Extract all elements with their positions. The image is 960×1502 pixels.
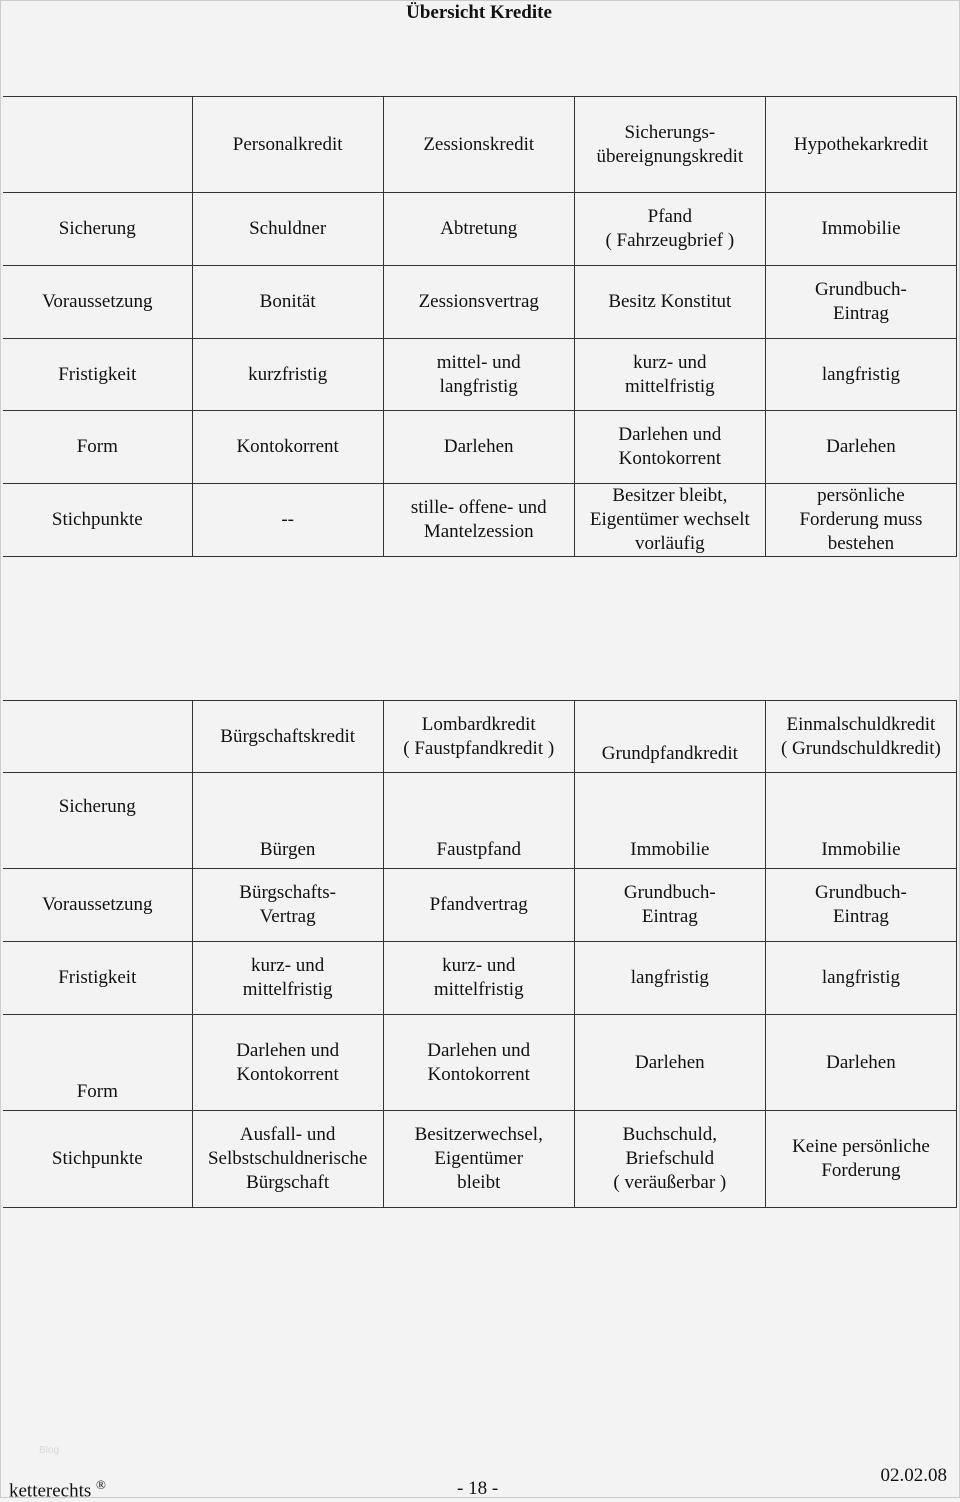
table-cell: Buchschuld, Briefschuld ( veräußerbar ) bbox=[574, 1111, 765, 1208]
table-cell: kurz- und mittelfristig bbox=[383, 942, 574, 1015]
table-cell: Kontokorrent bbox=[192, 411, 383, 484]
table-cell: Schuldner bbox=[192, 193, 383, 266]
column-header: Personalkredit bbox=[192, 97, 383, 193]
table-cell: Besitzer bleibt, Eigentümer wechselt vorläufig bbox=[574, 484, 765, 557]
row-label: Sicherung bbox=[3, 193, 192, 266]
table-cell: Besitz Konstitut bbox=[574, 266, 765, 339]
table-row bbox=[3, 1111, 957, 1208]
table-cell: Darlehen bbox=[383, 411, 574, 484]
table-row bbox=[3, 869, 957, 942]
table-cell: langfristig bbox=[574, 942, 765, 1015]
table-cell: stille- offene- und Mantelzession bbox=[383, 484, 574, 557]
header-row bbox=[3, 701, 957, 773]
header-row bbox=[3, 97, 957, 193]
table-cell: Pfand ( Fahrzeugbrief ) bbox=[574, 193, 765, 266]
table-cell: Bürgen bbox=[192, 773, 383, 869]
column-header: Lombardkredit ( Faustpfandkredit ) bbox=[383, 701, 574, 773]
column-header: Zessionskredit bbox=[383, 97, 574, 193]
table-cell: Darlehen und Kontokorrent bbox=[383, 1015, 574, 1111]
table-row bbox=[3, 942, 957, 1015]
table-cell: kurzfristig bbox=[192, 339, 383, 411]
table-cell: Immobilie bbox=[574, 773, 765, 869]
watermark: Blog bbox=[39, 1445, 60, 1456]
table-cell: Grundbuch- Eintrag bbox=[765, 266, 956, 339]
credit-table-2 bbox=[3, 700, 957, 1208]
row-label: Fristigkeit bbox=[3, 339, 192, 411]
column-header: Hypothekarkredit bbox=[765, 97, 956, 193]
footer-date: 02.02.08 bbox=[880, 1465, 947, 1486]
table-cell: langfristig bbox=[765, 339, 956, 411]
table-row bbox=[3, 339, 957, 411]
row-label: Stichpunkte bbox=[3, 484, 192, 557]
page-number: - 18 - bbox=[457, 1478, 499, 1499]
table-cell: langfristig bbox=[765, 942, 956, 1015]
table-cell: Besitzerwechsel, Eigentümer bleibt bbox=[383, 1111, 574, 1208]
row-label: Voraussetzung bbox=[3, 869, 192, 942]
row-label: Sicherung bbox=[3, 773, 192, 869]
table-cell: Grundbuch- Eintrag bbox=[574, 869, 765, 942]
table-cell: kurz- und mittelfristig bbox=[192, 942, 383, 1015]
table-cell: kurz- und mittelfristig bbox=[574, 339, 765, 411]
footer-brand bbox=[9, 1477, 106, 1502]
table-cell: -- bbox=[192, 484, 383, 557]
table-row bbox=[3, 411, 957, 484]
table-cell: Darlehen bbox=[574, 1015, 765, 1111]
column-header bbox=[3, 701, 192, 773]
page-title: Übersicht Kredite bbox=[406, 2, 552, 23]
column-header bbox=[3, 97, 192, 193]
row-label: Voraussetzung bbox=[3, 266, 192, 339]
table-row bbox=[3, 773, 957, 869]
table-cell: Bonität bbox=[192, 266, 383, 339]
table-cell: Abtretung bbox=[383, 193, 574, 266]
brand-name: ketterechts bbox=[9, 1480, 92, 1502]
column-header: Bürgschaftskredit bbox=[192, 701, 383, 773]
row-label: Form bbox=[3, 411, 192, 484]
table-row bbox=[3, 266, 957, 339]
column-header: Sicherungs- übereignungskredit bbox=[574, 97, 765, 193]
table-cell: Darlehen und Kontokorrent bbox=[574, 411, 765, 484]
table-row bbox=[3, 484, 957, 557]
table-row bbox=[3, 193, 957, 266]
table-cell: Faustpfand bbox=[383, 773, 574, 869]
table-cell: persönliche Forderung muss bestehen bbox=[765, 484, 956, 557]
registered-mark: ® bbox=[96, 1477, 106, 1492]
table-cell: Ausfall- und Selbstschuldnerische Bürgschaft bbox=[192, 1111, 383, 1208]
row-label: Stichpunkte bbox=[3, 1111, 192, 1208]
table-cell: Immobilie bbox=[765, 773, 956, 869]
credit-table-1 bbox=[3, 96, 957, 557]
table-cell: Bürgschafts- Vertrag bbox=[192, 869, 383, 942]
column-header: Grundpfandkredit bbox=[574, 701, 765, 773]
table-cell: Darlehen bbox=[765, 1015, 956, 1111]
table-cell: Keine persönliche Forderung bbox=[765, 1111, 956, 1208]
table-cell: Darlehen und Kontokorrent bbox=[192, 1015, 383, 1111]
table-row bbox=[3, 1015, 957, 1111]
table-cell: Darlehen bbox=[765, 411, 956, 484]
row-label: Fristigkeit bbox=[3, 942, 192, 1015]
row-label: Form bbox=[3, 1015, 192, 1111]
column-header: Einmalschuldkredit ( Grundschuldkredit) bbox=[765, 701, 956, 773]
table-cell: Immobilie bbox=[765, 193, 956, 266]
table-cell: Pfandvertrag bbox=[383, 869, 574, 942]
table-cell: Zessionsvertrag bbox=[383, 266, 574, 339]
table-cell: Grundbuch- Eintrag bbox=[765, 869, 956, 942]
table-cell: mittel- und langfristig bbox=[383, 339, 574, 411]
